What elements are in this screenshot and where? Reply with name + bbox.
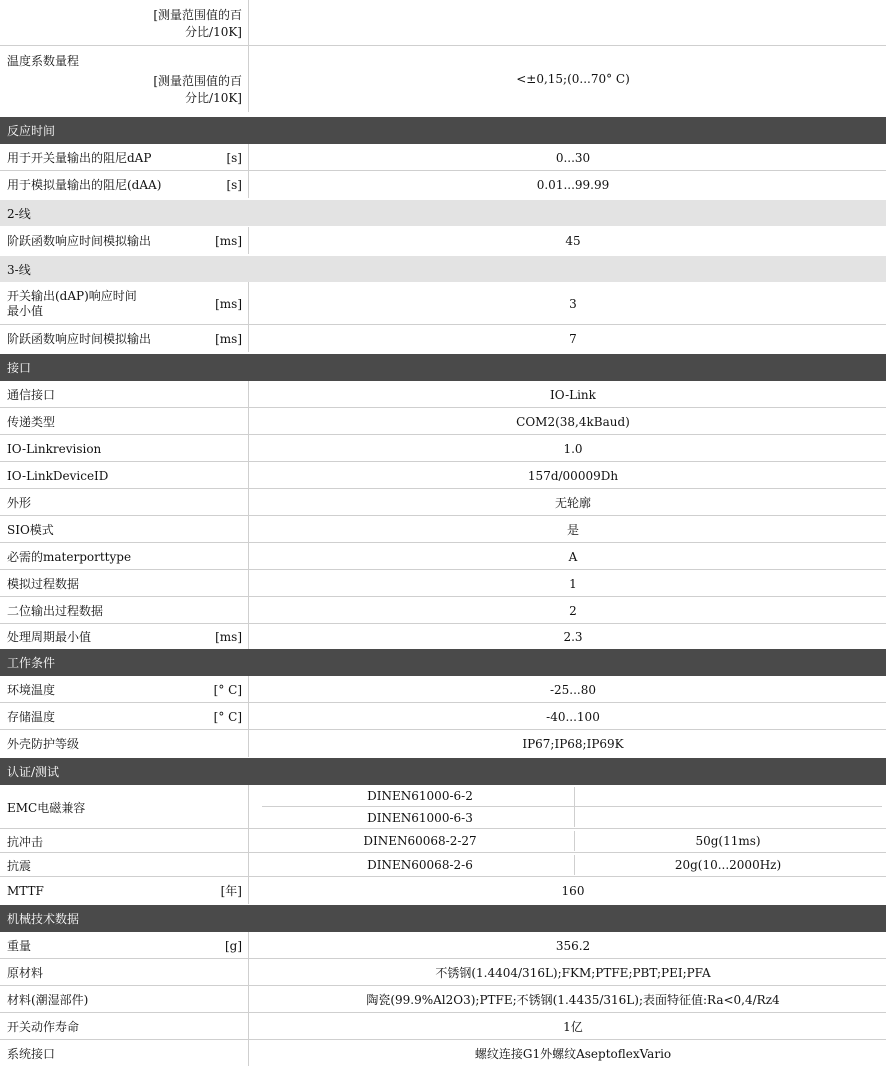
row-unit: [年] bbox=[220, 884, 242, 898]
table-row bbox=[0, 1013, 886, 1040]
row-unit: [ms] bbox=[215, 629, 242, 644]
row-label: 材料(潮湿部件) bbox=[7, 993, 89, 1007]
row-label: IO-Linkrevision bbox=[7, 441, 102, 456]
row-value: 157d/00009Dh bbox=[527, 468, 619, 483]
row-value: DINEN61000-6-2 bbox=[367, 789, 473, 803]
row-value: DINEN60068-2-27 bbox=[363, 834, 477, 848]
row-value: DINEN60068-2-6 bbox=[367, 858, 473, 872]
table-row bbox=[0, 730, 886, 757]
row-label: 用于模拟量输出的阻尼(dAA) bbox=[7, 178, 162, 192]
row-value: <±0,15;(0...70° C) bbox=[516, 72, 630, 86]
table-row bbox=[0, 624, 886, 649]
row-value: 不锈钢(1.4404/316L);FKM;PTFE;PBT;PEI;PFA bbox=[435, 966, 711, 980]
subsection-2-wire: 2-线 bbox=[0, 200, 886, 226]
subsection-3-wire: 3-线 bbox=[0, 256, 886, 282]
table-row bbox=[0, 676, 886, 703]
row-value: 0.01...99.99 bbox=[536, 177, 610, 192]
row-label: 环境温度 bbox=[7, 683, 56, 697]
row-value: 陶瓷(99.9%Al2O3);PTFE;不锈钢(1.4435/316L);表面特征值:Ra<0,4/Rz4 bbox=[366, 993, 780, 1007]
row-value: 160 bbox=[561, 883, 585, 898]
table-row bbox=[0, 959, 886, 986]
table-row bbox=[0, 986, 886, 1013]
row-label: 必需的materporttype bbox=[7, 550, 132, 564]
row-label: 抗震 bbox=[7, 858, 32, 873]
row-unit: [s] bbox=[226, 177, 242, 192]
table-row bbox=[0, 877, 886, 904]
row-unit: [° C] bbox=[213, 682, 242, 697]
table-row bbox=[0, 462, 886, 489]
row-unit: [° C] bbox=[213, 709, 242, 724]
row-value: 20g(10...2000Hz) bbox=[674, 858, 782, 872]
table-row bbox=[0, 46, 886, 112]
table-row bbox=[0, 785, 886, 829]
section-header-mech: 机械技术数据 bbox=[0, 905, 886, 932]
table-row bbox=[0, 829, 886, 853]
row-value: IO-Link bbox=[550, 387, 596, 402]
row-unit: [g] bbox=[224, 938, 242, 953]
section-header-cert: 认证/测试 bbox=[0, 758, 886, 785]
row-label: 外形 bbox=[7, 496, 32, 510]
table-row bbox=[0, 489, 886, 516]
row-value: -25...80 bbox=[549, 682, 597, 697]
row-value: 2 bbox=[569, 603, 577, 618]
row-value: 1.0 bbox=[563, 441, 583, 456]
row-value: A bbox=[568, 549, 578, 564]
row-label: 抗冲击 bbox=[7, 834, 44, 849]
table-row bbox=[0, 144, 886, 171]
table-row bbox=[0, 853, 886, 877]
table-row bbox=[0, 570, 886, 597]
table-row bbox=[0, 325, 886, 352]
row-label: 存储温度 bbox=[7, 710, 56, 724]
table-row bbox=[0, 282, 886, 325]
row-label: 传递类型 bbox=[7, 415, 56, 429]
row-unit: [测量范围值的百分比/10K] bbox=[153, 8, 242, 39]
row-value: -40...100 bbox=[546, 709, 600, 724]
row-label: 阶跃函数响应时间模拟输出 bbox=[7, 234, 152, 248]
row-unit: [ms] bbox=[215, 233, 242, 248]
row-label: 模拟过程数据 bbox=[7, 577, 80, 591]
row-label: 温度系数量程 bbox=[7, 54, 80, 68]
row-label: 通信接口 bbox=[7, 388, 56, 402]
row-value: 2.3 bbox=[563, 629, 583, 644]
row-value: 3 bbox=[569, 296, 577, 311]
table-row bbox=[0, 516, 886, 543]
table-row bbox=[0, 703, 886, 730]
row-label: 二位输出过程数据 bbox=[7, 604, 104, 618]
row-label: IO-LinkDeviceID bbox=[7, 468, 109, 483]
row-value: 0...30 bbox=[555, 150, 591, 165]
row-value: DINEN61000-6-3 bbox=[367, 811, 473, 825]
row-label: 外壳防护等级 bbox=[7, 737, 80, 751]
table-row bbox=[0, 408, 886, 435]
row-label: 阶跃函数响应时间模拟输出 bbox=[7, 332, 152, 346]
row-label: 系统接口 bbox=[7, 1046, 56, 1061]
row-value: 7 bbox=[569, 331, 577, 346]
row-label: 处理周期最小值 bbox=[7, 630, 92, 644]
table-row bbox=[0, 932, 886, 959]
row-value: COM2(38,4kBaud) bbox=[516, 414, 630, 429]
row-label: 开关动作寿命 bbox=[7, 1020, 80, 1034]
row-label: MTTF bbox=[7, 883, 44, 898]
row-value: 45 bbox=[565, 233, 581, 248]
row-value: 50g(11ms) bbox=[695, 834, 761, 848]
table-row bbox=[0, 1040, 886, 1066]
row-value: 螺纹连接G1外螺纹AseptoflexVario bbox=[474, 1046, 672, 1061]
row-label: 原材料 bbox=[7, 966, 44, 980]
row-value: 356.2 bbox=[555, 938, 591, 953]
row-value: 无轮廓 bbox=[554, 496, 591, 510]
row-value: 1亿 bbox=[563, 1020, 583, 1034]
table-row bbox=[0, 0, 886, 46]
table-row bbox=[0, 227, 886, 254]
table-row bbox=[0, 597, 886, 624]
row-label: SIO模式 bbox=[7, 523, 54, 537]
section-header-response: 反应时间 bbox=[0, 117, 886, 144]
row-value: 1 bbox=[569, 576, 577, 591]
section-header-conditions: 工作条件 bbox=[0, 649, 886, 676]
table-row bbox=[0, 381, 886, 408]
table-row bbox=[0, 435, 886, 462]
row-label: 开关输出(dAP)响应时间最小值 bbox=[7, 288, 137, 318]
row-label: EMC电磁兼容 bbox=[7, 800, 86, 815]
row-unit: [s] bbox=[226, 150, 242, 165]
row-unit: [ms] bbox=[215, 296, 242, 311]
row-value: 是 bbox=[566, 523, 579, 537]
section-header-interface: 接口 bbox=[0, 354, 886, 381]
row-label: 重量 bbox=[7, 939, 32, 953]
table-row bbox=[0, 171, 886, 198]
row-label: 用于开关量输出的阻尼dAP bbox=[7, 151, 152, 165]
row-unit: [ms] bbox=[215, 331, 242, 346]
row-unit: [测量范围值的百分比/10K] bbox=[153, 74, 242, 105]
row-value: IP67;IP68;IP69K bbox=[522, 736, 624, 751]
table-row bbox=[0, 543, 886, 570]
